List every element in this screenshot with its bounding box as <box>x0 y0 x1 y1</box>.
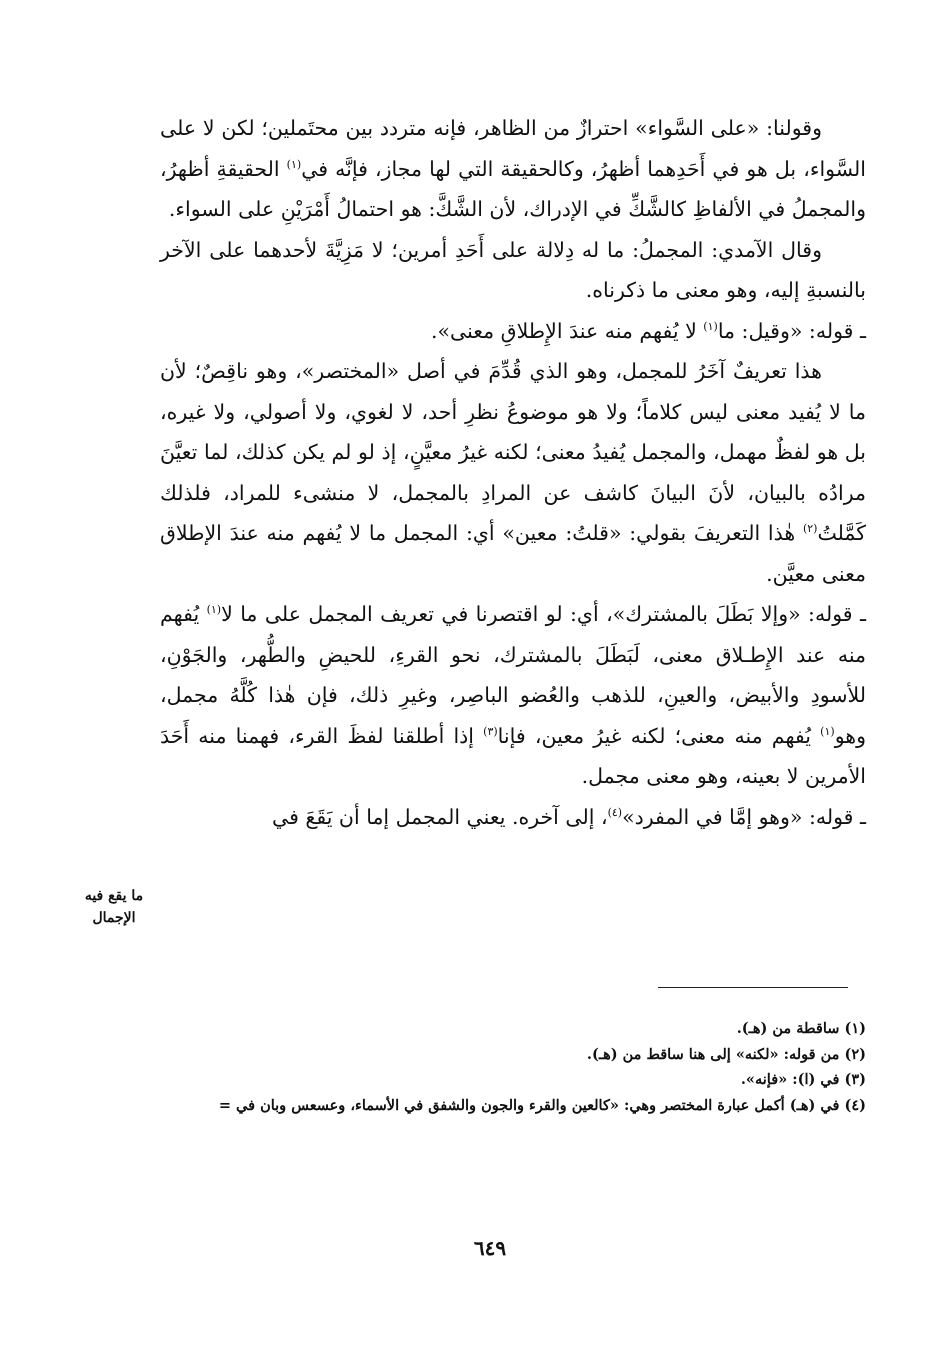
paragraph-6: ـ قوله: «وهو إمَّا في المفرد»$^{(٤)}$، إلى آخره. يعني المجمل إما أن يَقَعَ في <box>272 804 866 829</box>
footnote-ref[interactable]: (٣) <box>483 724 498 738</box>
footnote-3: (٣) في (ا): «فإنه». <box>740 1071 866 1088</box>
paragraph-4: هذا تعريفٌ آخَرُ للمجمل، وهو الذي قُدِّمَ في أصل «المختصر»، وهو ناقِصٌ؛ لأن ما لا يُفيد معنى ليس كلاماً؛ ولا هو موضوعُ نظرِ أحد، لا لغوي، ولا أصولي، ولا غيره، بل هو لفظٌ مهمل، والمجمل يُفيدُ معنى؛ لكنه غيرُ معيَّنٍ، إذ لو لم يكن كذلك، لما تعيَّنَ مرادُه بالبيان، لأنَ البيانَ كاشف عن المرادِ بالمجمل، لا منشىء للمراد، فلذلك كَمَّلتُ$^{(٢)}$ هٰذا التعريفَ بقولي: «قلتُ: معين» أي: المجمل ما لا يُفهم منه عندَ الإطلاق معنى معيَّن. <box>160 359 866 586</box>
paragraph-3: ـ قوله: «وقيل: ما$^{(١)}$ لا يُفهم منه عندَ الإِطلاقِ معنى». <box>430 318 866 343</box>
footnote-2: (٢) من قوله: «لكنه» إلى هنا ساقط من (هـ). <box>586 1045 866 1063</box>
footnote-ref[interactable]: (٤) <box>607 805 623 819</box>
main-text <box>160 108 866 837</box>
footnote-4: (٤) في (هـ) أكمل عبارة المختصر وهي: «كالعين والقرء والجون والشفق في الأسماء، وعسعس وبان في = <box>218 1096 866 1114</box>
page-number: ٦٤٩ <box>473 1236 507 1260</box>
footnote-ref[interactable]: (١) <box>206 603 222 617</box>
margin-heading: ما يقع فيه الإجمال <box>84 888 144 926</box>
paragraph-5: ـ قوله: «وإلا بَطَلَ بالمشترك»، أي: لو اقتصرنا في تعريف المجمل على ما لا$^{(١)}$ يُفهم منه عند الإِطـلاق معنى، لَبَطَلَ بالمشترك، نحو القرءِ، للحيضِ والطُّهر، والجَوْنِ، للأسودِ والأبيض، والعينِ، للذهب والعُضو الباصِر، وغيرِ ذلك، فإن هٰذا كُلَّهُ مجمل، وهو$^{(١)}$ يُفهم منه معنى؛ لكنه غيرُ معين، فإنا$^{(٣)}$ إذا أطلقنا لفظَ القرء، فهمنا منه أَحَدَ الأمرين لا بعينه، وهو معنى مجمل. <box>160 602 866 788</box>
paragraph-2: وقال الآمدي: المجملُ: ما له دِلالة على أَحَدِ أمرين؛ لا مَزِيَّةَ لأحدهما على الآخر بالنسبةِ إليه، وهو معنى ما ذكرناه. <box>160 237 866 302</box>
footnote-1: (١) ساقطة من (هـ). <box>736 1020 866 1037</box>
footnote-divider <box>658 987 848 988</box>
paragraph-1: وقولنا: «على السَّواء» احترازٌ من الظاهر، فإنه متردد بين محتَملين؛ لكن لا على السَّواء، بل هو في أَحَدِهما أظهرُ، وكالحقيقة التي لها مجاز، فإنَّه في$^{(١)}$ الحقيقةِ أظهرُ، والمجملُ في الألفاظِ كالشَّكِّ في الإدراك، لأن الشَّكَّ: هو احتمالُ أَمْرَيْنِ على السواء. <box>160 116 866 221</box>
footnote-ref[interactable]: (١) <box>286 157 302 171</box>
footnotes <box>140 1016 866 1118</box>
footnote-ref[interactable]: (١) <box>820 724 835 738</box>
footnote-ref[interactable]: (٢) <box>802 522 818 536</box>
footnote-ref[interactable]: (١) <box>703 319 718 333</box>
